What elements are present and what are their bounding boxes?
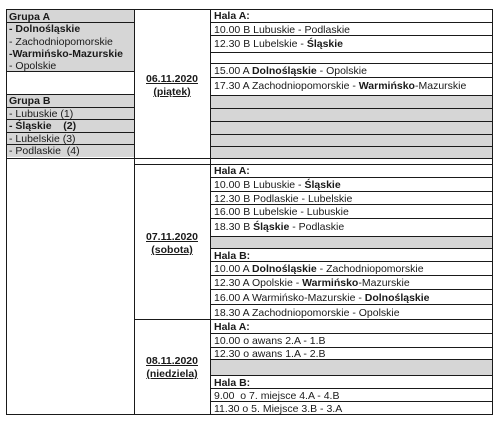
match-team-bold: Śląskie: [306, 38, 344, 50]
row-line: [210, 304, 492, 305]
match-text: 18.30 B: [214, 221, 254, 233]
row-line: [210, 261, 492, 262]
day-weekday: (piątek): [153, 86, 191, 98]
match-team-bold: Śląskie: [304, 179, 341, 191]
match-team-bold: Śląskie: [253, 221, 290, 233]
row-line: [210, 177, 492, 178]
empty-slot-bg: [211, 96, 492, 108]
day-date: 06.11.2020: [146, 73, 198, 85]
day-date-block: [137, 355, 207, 381]
row-line: [210, 146, 492, 147]
row-line: [134, 164, 210, 165]
match-row: [214, 277, 410, 289]
group-a-team: - Zachodniopomorskie: [9, 36, 113, 48]
date-column-left: [134, 9, 135, 415]
hall-label: Hala B:: [214, 377, 251, 389]
match-text: 15.00 A: [214, 65, 252, 77]
match-team-bold: Warmińsko: [358, 80, 415, 92]
empty-slot-bg: [211, 134, 492, 146]
row-line: [210, 248, 492, 249]
row-line: [210, 164, 492, 165]
day-weekday: (sobota): [151, 244, 193, 256]
empty-slot-bg: [211, 236, 492, 248]
match-row: [214, 80, 466, 92]
match-row: [214, 24, 350, 36]
match-row: [214, 38, 343, 50]
match-row: [214, 65, 367, 77]
match-row: [214, 206, 349, 218]
match-text: 17.30 A Zachodniopomorskie -: [214, 80, 359, 92]
row-line: [210, 218, 492, 219]
match-row: [214, 292, 430, 304]
match-text: - Podlaskie: [289, 221, 345, 233]
match-text: 16.00 B Lubelskie - Lubuskie: [214, 206, 349, 218]
match-text: - Zachodniopomorskie: [316, 263, 424, 275]
match-row: 12.30 o awans 1.A - 2.B: [214, 348, 326, 360]
day-weekday: (niedziela): [146, 368, 198, 380]
empty-slot-bg: [211, 108, 492, 121]
group-b-team: - Podlaskie (4): [9, 145, 80, 157]
row-line: [210, 388, 492, 389]
row-line: [210, 121, 492, 122]
match-row: [214, 179, 341, 191]
row-line: [210, 333, 492, 334]
day3-top: [134, 319, 492, 320]
match-text: 12.30 A Opolskie -: [214, 277, 303, 289]
hall-label: Hala A:: [214, 165, 250, 177]
group-b-team: - Śląskie (2): [9, 120, 77, 132]
match-row: [214, 193, 352, 205]
group-b-team: - Lubelskie (3): [9, 133, 76, 145]
match-text: - Opolskie: [316, 65, 367, 77]
row-line: [210, 77, 492, 78]
day-date-block: [137, 73, 207, 99]
row-line: [210, 289, 492, 290]
row-line: [210, 52, 492, 53]
group-a-team: - Opolskie: [9, 60, 57, 72]
day-date: 08.11.2020: [146, 355, 198, 367]
match-text: 16.00 A Warmińsko-Mazurskie -: [214, 292, 365, 304]
row-line: [210, 95, 492, 96]
match-row: 9.00 o 7. miejsce 4.A - 4.B: [214, 390, 340, 402]
match-text: 10.00 B Lubuskie -: [214, 179, 305, 191]
match-row: [214, 307, 400, 319]
match-row: [214, 263, 424, 275]
day1-bottom-left: [6, 158, 210, 159]
table-border-right: [492, 9, 493, 415]
match-text: 12.30 B Lubelskie -: [214, 38, 307, 50]
day-date: 07.11.2020: [146, 231, 198, 243]
hall-label: Hala B:: [214, 250, 251, 262]
row-line: [210, 236, 492, 237]
group-a-team: -Warmińsko-Mazurskie: [9, 48, 123, 60]
match-text: 10.00 B Lubuskie - Podlaskie: [214, 24, 351, 36]
match-text: 12.30 B Podlaskie - Lubelskie: [214, 193, 353, 205]
date-column-right: [210, 9, 211, 415]
group-a-team: - Dolnośląskie: [9, 23, 81, 35]
row-line: [210, 22, 492, 23]
row-line: [210, 63, 492, 64]
row-line: [210, 191, 492, 192]
match-row: 11.30 o 5. Miejsce 3.B - 3.A: [214, 403, 343, 415]
match-row: [214, 221, 344, 233]
empty-slot-bg: [211, 359, 492, 375]
match-team-bold: Warmińsko: [302, 277, 359, 289]
hall-label: Hala A:: [214, 10, 250, 22]
match-text: 18.30 A Zachodniopomorskie - Opolskie: [214, 307, 400, 319]
match-team-bold: Dolnośląskie: [251, 65, 317, 77]
group-b-team: - Lubuskie (1): [9, 108, 74, 120]
match-team-bold: Dolnośląskie: [364, 292, 430, 304]
group-b-title: Grupa B: [9, 95, 51, 107]
hall-label: Hala A:: [214, 321, 250, 333]
match-team-bold: Dolnośląskie: [251, 263, 317, 275]
match-text: -Mazurskie: [414, 80, 467, 92]
row-line: [210, 158, 492, 159]
row-line: [210, 275, 492, 276]
day-date-block: [137, 231, 207, 257]
match-text: 10.00 A: [214, 263, 252, 275]
row-line: [210, 134, 492, 135]
empty-slot-bg: [211, 121, 492, 134]
match-text: -Mazurskie: [358, 277, 410, 289]
table-border-left: [6, 9, 7, 415]
match-row: 10.00 o awans 2.A - 1.B: [214, 335, 326, 347]
row-line: [210, 375, 492, 376]
row-line: [210, 108, 492, 109]
group-a-title: Grupa A: [9, 11, 51, 23]
